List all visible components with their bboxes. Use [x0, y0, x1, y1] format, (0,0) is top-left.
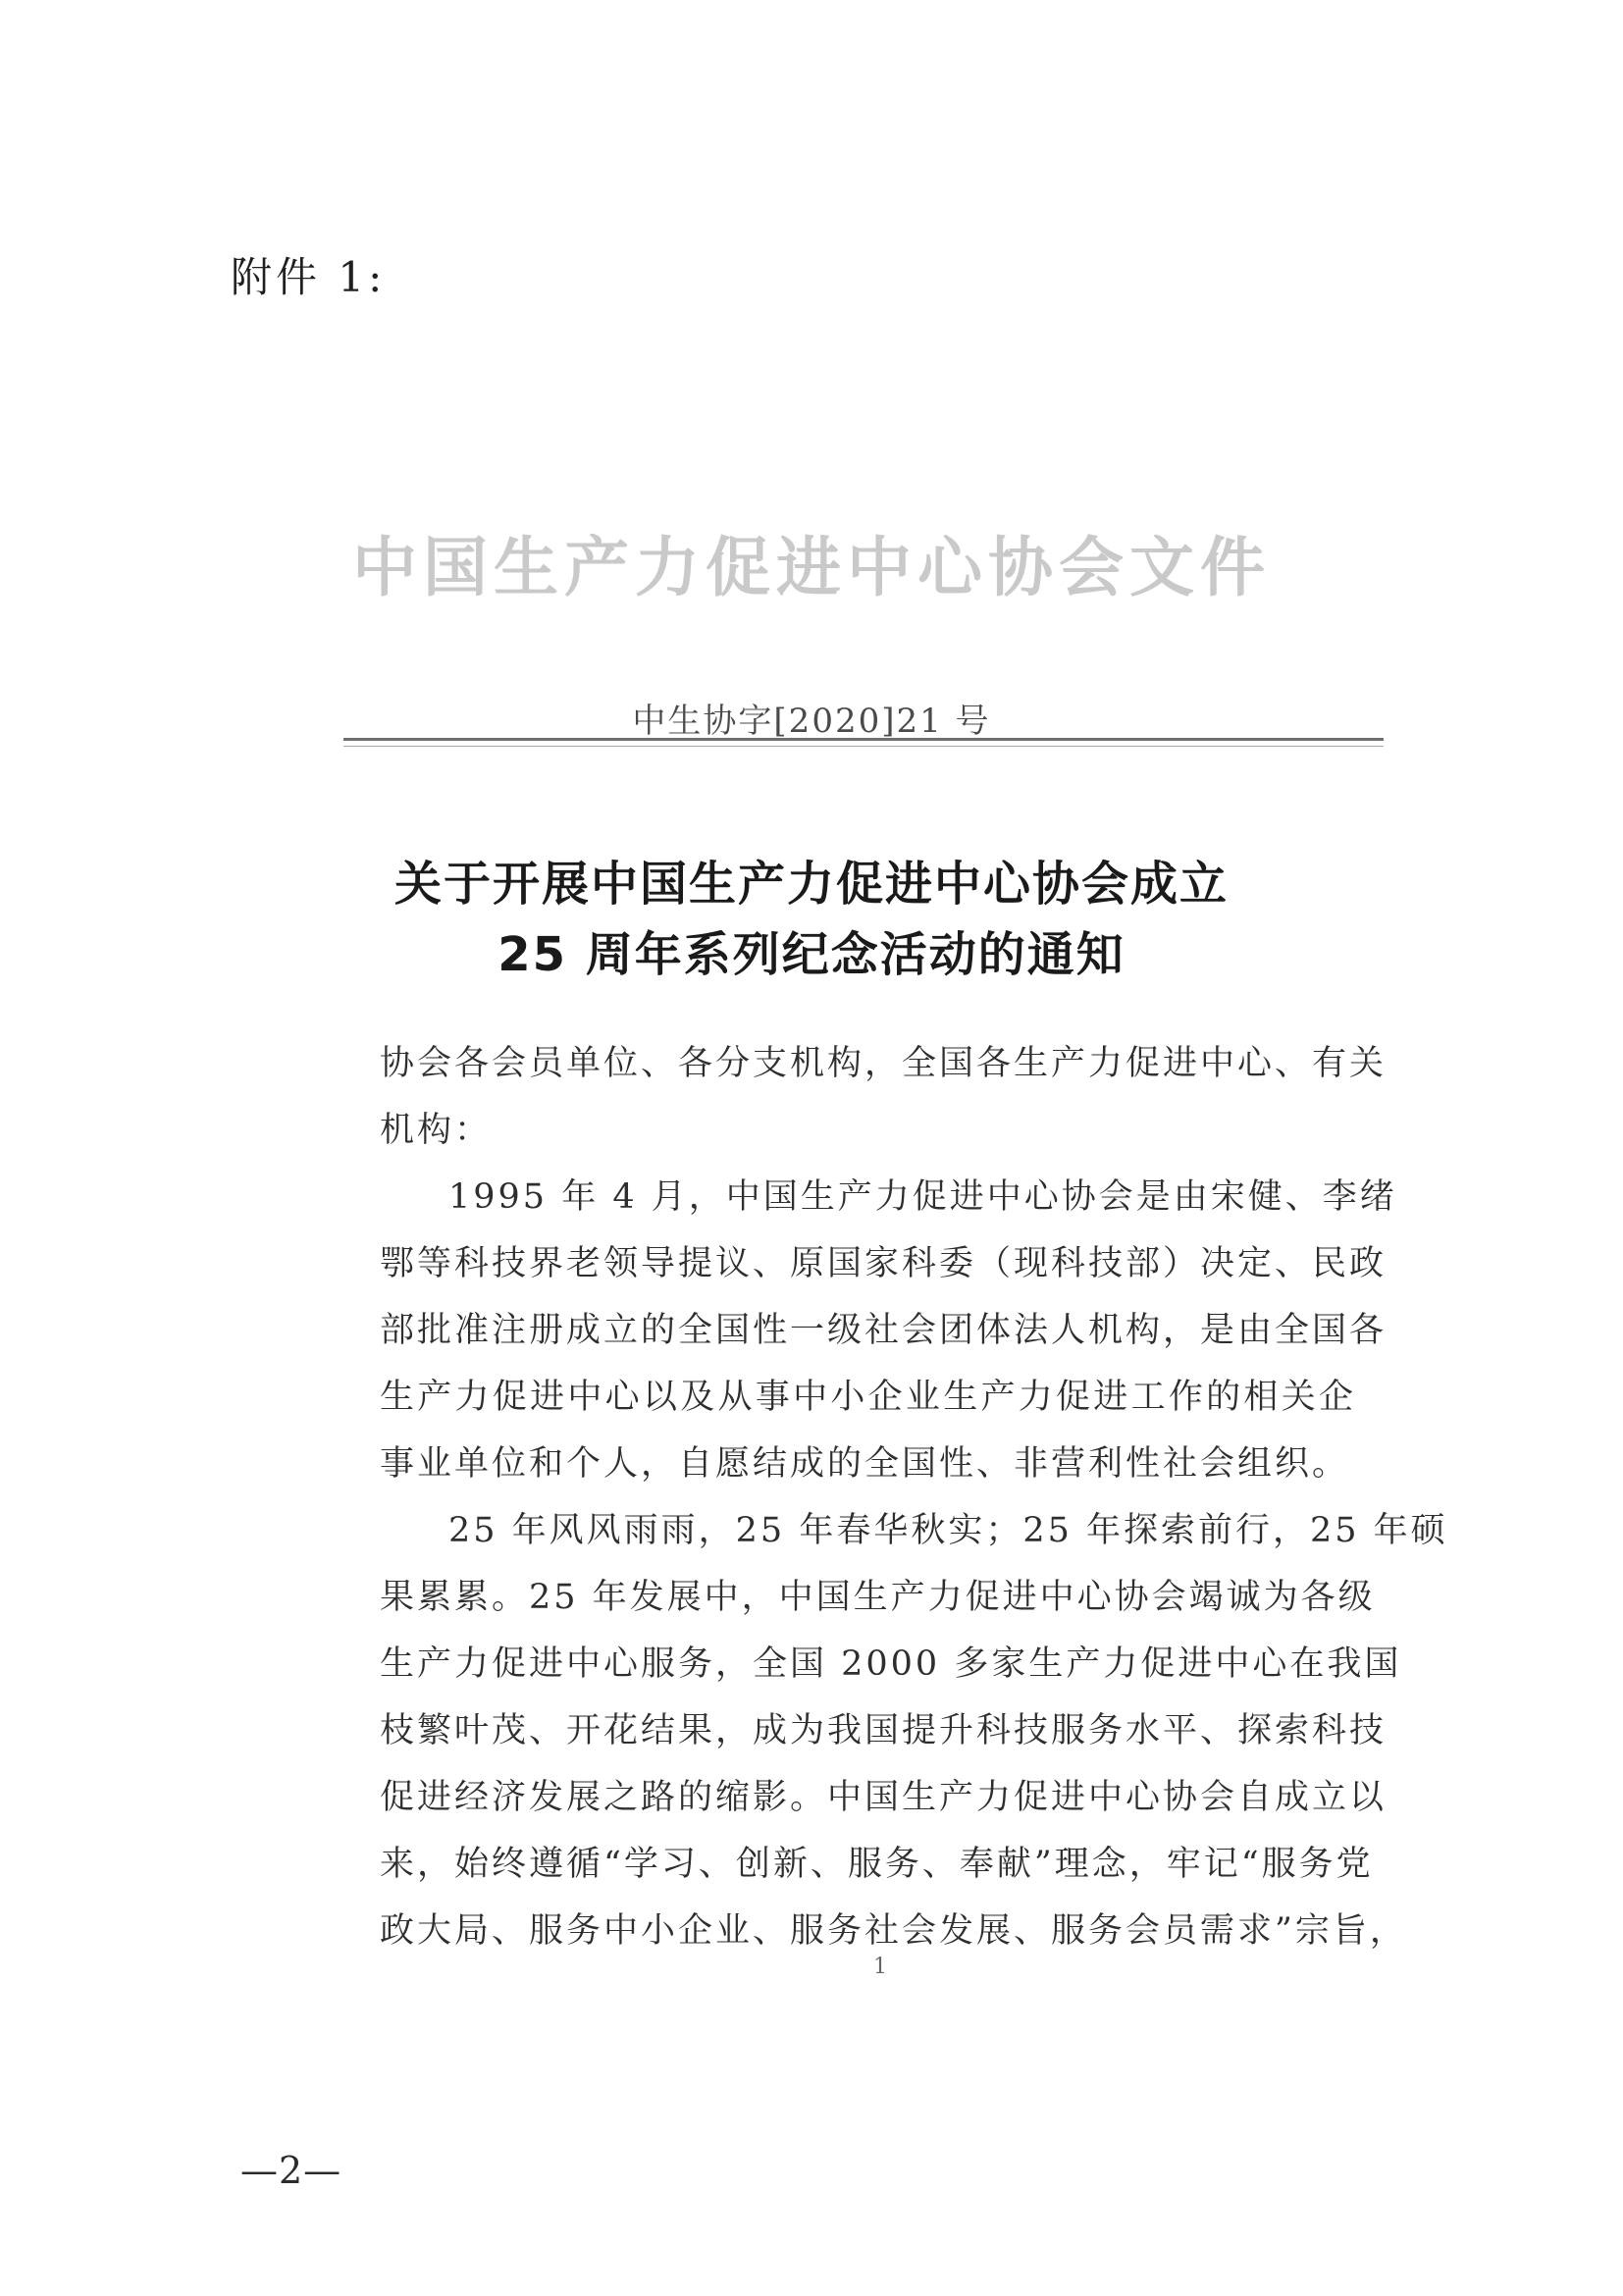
body-line: 促进经济发展之路的缩影。中国生产力促进中心协会自成立以 — [380, 1778, 1387, 1817]
title-line-2: 25 周年系列纪念活动的通知 — [497, 927, 1126, 982]
title-line-1: 关于开展中国生产力促进中心协会成立 — [393, 857, 1229, 912]
notice-title — [0, 849, 1623, 990]
body-line: 事业单位和个人，自愿结成的全国性、非营利性社会组织。 — [380, 1444, 1350, 1484]
body-line: 枝繁叶茂、开花结果，成为我国提升科技服务水平、探索科技 — [380, 1711, 1387, 1750]
attachment-label: 附件 1: — [231, 253, 387, 301]
body-line: 鄂等科技界老领导提议、原国家科委（现科技部）决定、民政 — [380, 1244, 1387, 1283]
header-divider — [343, 738, 1384, 741]
body-line: 部批准注册成立的全国性一级社会团体法人机构，是由全国各 — [380, 1311, 1387, 1350]
body-line: 生产力促进中心以及从事中小企业生产力促进工作的相关企 — [380, 1378, 1356, 1417]
document-number: 中生协字[2020]21 号 — [632, 702, 991, 741]
body-line: 1995 年 4 月，中国生产力促进中心协会是由宋健、李绪 — [448, 1177, 1397, 1217]
body-line: 来，始终遵循“学习、创新、服务、奉献”理念，牢记“服务党 — [380, 1845, 1374, 1884]
org-header: 中国生产力促进中心协会文件 — [352, 530, 1271, 605]
body-line: 25 年风风雨雨，25 年春华秋实；25 年探索前行，25 年硕 — [448, 1511, 1448, 1550]
body-line: 果累累。25 年发展中，中国生产力促进中心协会竭诚为各级 — [380, 1578, 1376, 1617]
body-line: 协会各会员单位、各分支机构，全国各生产力促进中心、有关 — [380, 1044, 1387, 1083]
body-text — [380, 1030, 1448, 1964]
body-line: 机构： — [380, 1111, 493, 1150]
body-line: 生产力促进中心服务，全国 2000 多家生产力促进中心在我国 — [380, 1644, 1402, 1684]
header-divider-thin — [343, 746, 1384, 747]
inner-page-mark: 1 — [873, 1955, 887, 1979]
body-line: 政大局、服务中小企业、服务社会发展、服务会员需求”宗旨， — [380, 1911, 1407, 1951]
page-number: —2— — [240, 2149, 342, 2192]
